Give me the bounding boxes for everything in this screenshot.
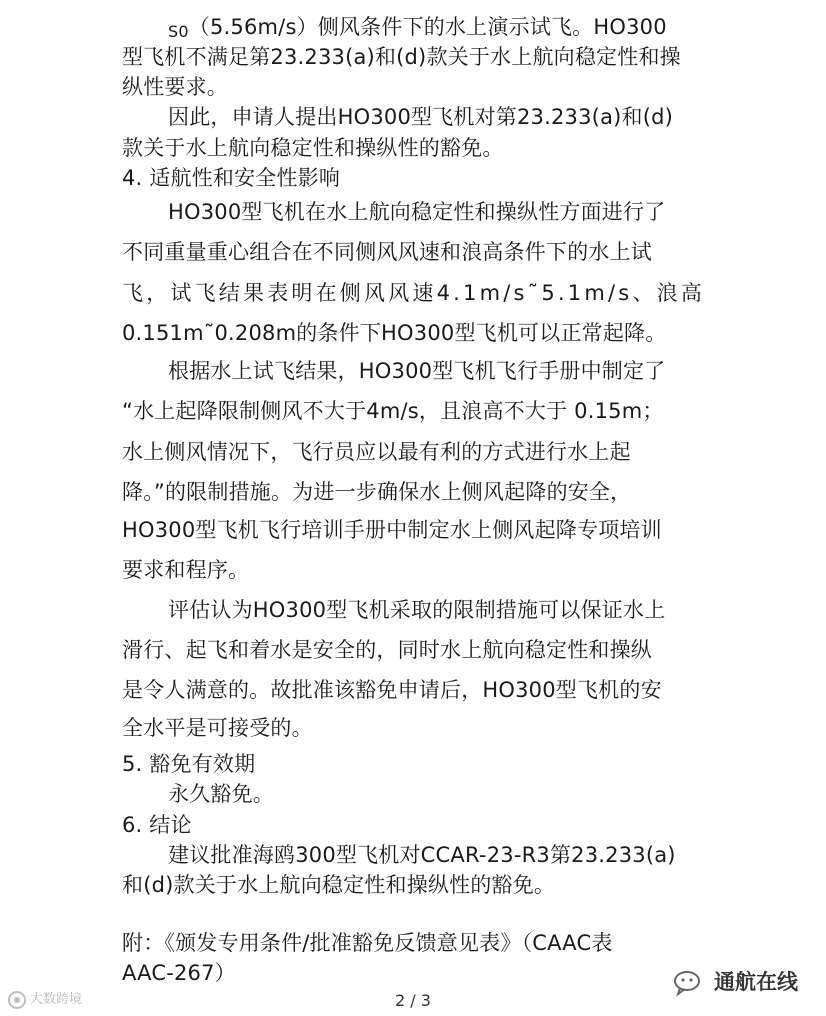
wechat-bubble-icon: [672, 968, 708, 998]
watermark: 通航在线: [672, 966, 798, 998]
text-line: 飞，试飞结果表明在侧风风速4.1m/s˜5.1m/s、浪高: [122, 281, 706, 305]
text-line: S0（5.56m/s）侧风条件下的水上演示试飞。HO300: [168, 15, 667, 41]
text-line: 因此，申请人提出HO300型飞机对第23.233(a)和(d): [168, 105, 674, 129]
text-line: 建议批准海鸥300型飞机对CCAR-23-R3第23.233(a): [168, 843, 676, 867]
text-line: 降。”的限制措施。为进一步确保水上侧风起降的安全，: [122, 480, 632, 504]
text-line: 根据水上试飞结果，HO300型飞机飞行手册中制定了: [168, 359, 666, 383]
text-line: 不同重量重心组合在不同侧风风速和浪高条件下的水上试: [122, 240, 652, 264]
attachment-line: 附：《颁发专用条件/批准豁免反馈意见表》（CAAC表: [122, 931, 613, 955]
subscript: S0: [168, 22, 189, 41]
text-line: 0.151m˜0.208m的条件下HO300型飞机可以正常起降。: [122, 321, 667, 345]
section-heading-5: 5. 豁免有效期: [122, 752, 256, 776]
source-logo: 大数跨境: [8, 988, 82, 1009]
text-line: 和(d)款关于水上航向稳定性和操纵性的豁免。: [122, 873, 556, 897]
text-line: 纵性要求。: [122, 75, 228, 99]
text-line: 是令人满意的。故批准该豁免申请后，HO300型飞机的安: [122, 678, 662, 702]
attachment-line: AAC-267）: [122, 961, 236, 985]
text-line: 评估认为HO300型飞机采取的限制措施可以保证水上: [168, 598, 666, 622]
text-line: 永久豁免。: [168, 782, 274, 806]
page-number: 2 / 3: [395, 991, 431, 1010]
section-heading-6: 6. 结论: [122, 813, 192, 837]
section-heading-4: 4. 适航性和安全性影响: [122, 166, 341, 190]
text-line: “水上起降限制侧风不大于4m/s，且浪高不大于 0.15m；: [122, 399, 664, 423]
text-line: 滑行、起飞和着水是安全的，同时水上航向稳定性和操纵: [122, 638, 652, 662]
text-line: 款关于水上航向稳定性和操纵性的豁免。: [122, 136, 504, 160]
text-line: HO300型飞机在水上航向稳定性和操纵性方面进行了: [168, 200, 666, 224]
text-line: 水上侧风情况下，飞行员应以最有利的方式进行水上起: [122, 440, 631, 464]
text-line: 全水平是可接受的。: [122, 716, 313, 740]
text-line: 要求和程序。: [122, 558, 250, 582]
text-line: HO300型飞机飞行培训手册中制定水上侧风起降专项培训: [122, 518, 662, 542]
text-line: 型飞机不满足第23.233(a)和(d)款关于水上航向稳定性和操: [122, 45, 681, 69]
